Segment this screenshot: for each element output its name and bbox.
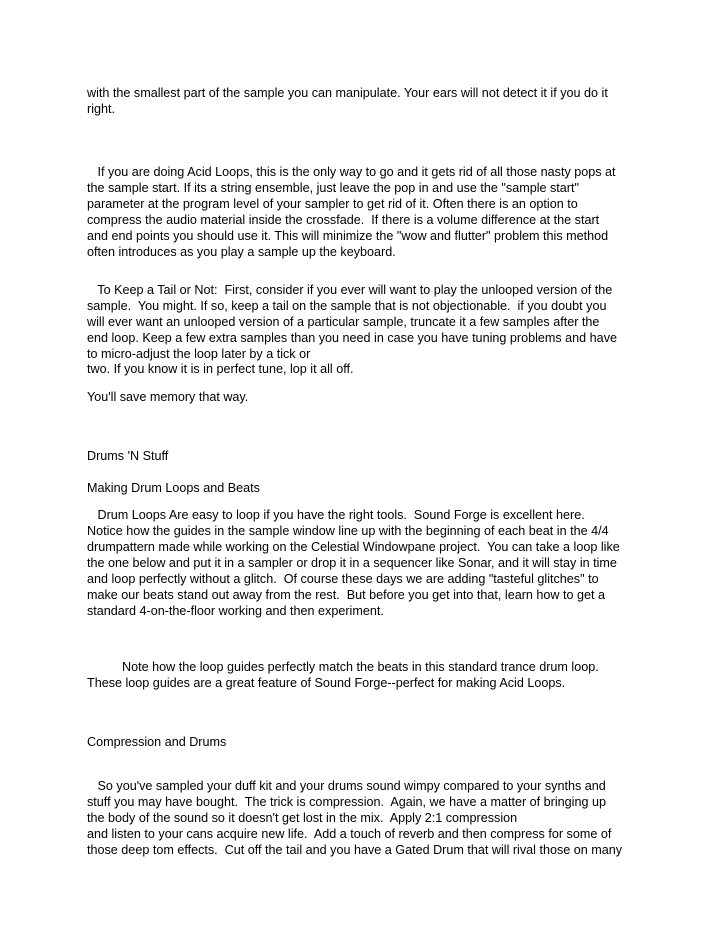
text-line: So you've sampled your duff kit and your drums sound wimpy compared to your synths and	[87, 779, 606, 793]
text-line: and end points you should use it. This will minimize the "wow and flutter" problem this method	[87, 229, 609, 243]
text-line: with the smallest part of the sample you can manipulate. Your ears will not detect it if you do it	[87, 86, 608, 100]
text-line: parameter at the program level of your sampler to get rid of it. Often there is an option to	[87, 197, 578, 211]
text-line: Drum Loops Are easy to loop if you have the right tools. Sound Forge is excellent here.	[87, 508, 585, 522]
text-line: and listen to your cans acquire new life. Add a touch of reverb and then compress for some of	[87, 827, 612, 841]
text-line: compress the audio material inside the crossfade. If there is a volume difference at the start	[87, 213, 600, 227]
text-line: standard 4-on-the-floor working and then experiment.	[87, 604, 384, 618]
caption-line: These loop guides are a great feature of Sound Forge--perfect for making Acid Loops.	[87, 676, 566, 690]
section-heading: Making Drum Loops and Beats	[87, 481, 260, 495]
text-line: often introduces as you play a sample up the keyboard.	[87, 245, 396, 259]
text-line: sample. You might. If so, keep a tail on the sample that is not objectionable. if you doubt you	[87, 299, 607, 313]
text-line: the one below and put it in a sampler or drop it in a sequencer like Sonar, and it will stay in time	[87, 556, 617, 570]
text-line: the body of the sound so it doesn't get lost in the mix. Apply 2:1 compression	[87, 811, 518, 825]
section-heading: Drums 'N Stuff	[87, 449, 169, 463]
text-line: stuff you may have bought. The trick is compression. Again, we have a matter of bringing up	[87, 795, 606, 809]
text-line: to micro-adjust the loop later by a tick or	[87, 347, 311, 361]
text-line: drumpattern made while working on the Celestial Windowpane project. You can take a loop like	[87, 540, 620, 554]
text-line: make our beats stand out away from the rest. But before you get into that, learn how to get a	[87, 588, 606, 602]
text-line: will ever want an unlooped version of a particular sample, truncate it a few samples after the	[87, 315, 600, 329]
text-line: To Keep a Tail or Not: First, consider if you ever will want to play the unlooped version of the	[87, 283, 613, 297]
text-line: You'll save memory that way.	[87, 390, 249, 404]
text-line: and loop perfectly without a glitch. Of course these days we are adding "tasteful glitches" to	[87, 572, 599, 586]
text-line: end loop. Keep a few extra samples than you need in case you have tuning problems and have	[87, 331, 617, 345]
text-line: right.	[87, 102, 115, 116]
text-line: If you are doing Acid Loops, this is the only way to go and it gets rid of all those nasty pops at	[87, 165, 616, 179]
text-line: Notice how the guides in the sample window line up with the beginning of each beat in the 4/4	[87, 524, 609, 538]
text-line: the sample start. If its a string ensemble, just leave the pop in and use the "sample start"	[87, 181, 579, 195]
text-line: two. If you know it is in perfect tune, lop it all off.	[87, 362, 354, 376]
section-heading: Compression and Drums	[87, 735, 227, 749]
caption-line: Note how the loop guides perfectly match the beats in this standard trance drum loop.	[87, 660, 599, 674]
text-line: those deep tom effects. Cut off the tail and you have a Gated Drum that will rival those on many	[87, 843, 623, 857]
